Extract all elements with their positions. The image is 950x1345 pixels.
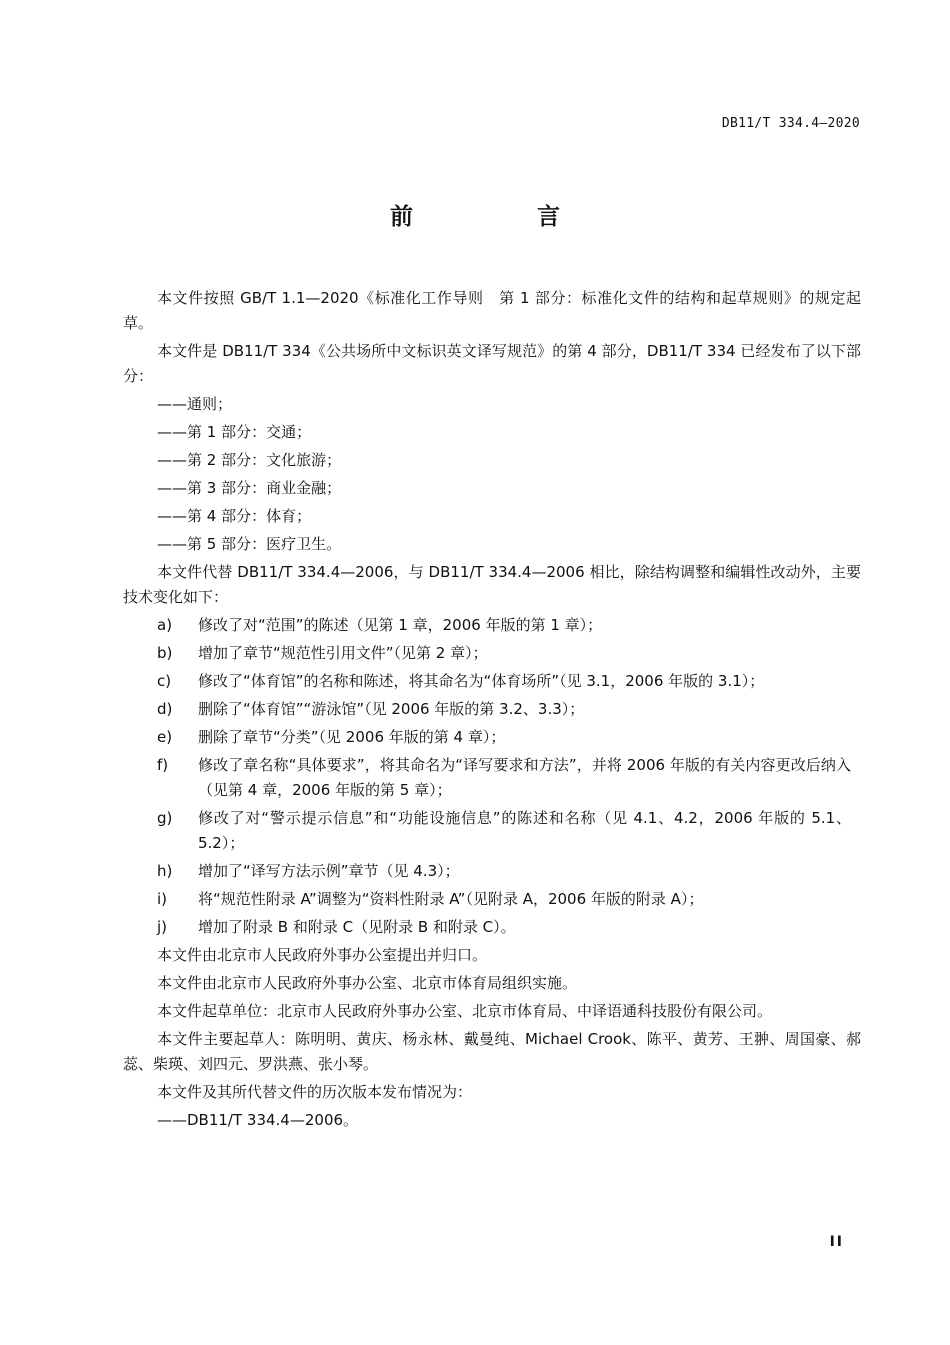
change-letter: j) <box>157 918 168 936</box>
change-text: 删除了章节“分类”（见 2006 年版的第 4 章）； <box>198 728 506 746</box>
closing-paragraph: 本文件由北京市人民政府外事办公室、北京市体育局组织实施。 <box>157 974 578 992</box>
change-letter: b) <box>157 644 173 662</box>
change-text: 增加了“译写方法示例”章节（见 4.3）； <box>198 862 460 880</box>
change-text: 修改了章名称“具体要求”，将其命名为“译写要求和方法”，并将 2006 年版的有关内容更改后纳入（见第 4 章，2006 年版的第 5 章）； <box>198 756 851 799</box>
change-text: 删除了“体育馆”“游泳馆”（见 2006 年版的第 3.2、3.3）； <box>198 700 585 718</box>
change-text: 修改了“体育馆”的名称和陈述，将其命名为“体育场所”（见 3.1，2006 年版的 3.1）； <box>198 672 765 690</box>
change-item <box>123 697 861 722</box>
changes-list <box>123 613 861 940</box>
closing-paragraph: 本文件及其所代替文件的历次版本发布情况为： <box>157 1083 473 1101</box>
change-item <box>123 806 861 856</box>
document-body <box>123 286 861 1136</box>
change-text: 修改了对“警示提示信息”和“功能设施信息”的陈述和名称（见 4.1、4.2，2006 年版的 5.1、5.2）； <box>198 809 851 852</box>
change-letter: g) <box>157 809 173 827</box>
change-item <box>123 887 861 912</box>
parts-list-item: ——第 3 部分：商业金融； <box>157 479 342 497</box>
intro-paragraph: 本文件是 DB11/T 334《公共场所中文标识英文译写规范》的第 4 部分，DB11/T 334 已经发布了以下部分： <box>123 342 861 385</box>
change-text: 修改了对“范围”的陈述（见第 1 章，2006 年版的第 1 章）； <box>198 616 603 634</box>
change-item <box>123 753 861 803</box>
closing-paragraph: 本文件起草单位：北京市人民政府外事办公室、北京市体育局、中译语通科技股份有限公司。 <box>157 1002 773 1020</box>
change-letter: d) <box>157 700 173 718</box>
parts-list-item: ——第 4 部分：体育； <box>157 507 312 525</box>
parts-list-item: ——通则； <box>157 395 233 413</box>
change-letter: h) <box>157 862 173 880</box>
change-letter: a) <box>157 616 173 634</box>
change-text: 增加了附录 B 和附录 C（见附录 B 和附录 C）。 <box>198 918 516 936</box>
change-item <box>123 725 861 750</box>
change-item <box>123 669 861 694</box>
change-letter: i) <box>157 890 168 908</box>
parts-list-item: ——第 1 部分：交通； <box>157 423 312 441</box>
change-item <box>123 613 861 638</box>
change-letter: e) <box>157 728 173 746</box>
closing-paragraph: 本文件由北京市人民政府外事办公室提出并归口。 <box>157 946 488 964</box>
history-list-item: ——DB11/T 334.4—2006。 <box>157 1111 359 1129</box>
change-letter: f) <box>157 756 169 774</box>
change-text: 增加了章节“规范性引用文件”（见第 2 章）； <box>198 644 488 662</box>
parts-list-item: ——第 2 部分：文化旅游； <box>157 451 342 469</box>
change-text: 将“规范性附录 A”调整为“资料性附录 A”（见附录 A，2006 年版的附录 A）； <box>198 890 704 908</box>
intro-paragraph: 本文件按照 GB/T 1.1—2020《标准化工作导则 第 1 部分：标准化文件的结构和起草规则》的规定起草。 <box>123 289 861 332</box>
replacement-paragraph: 本文件代替 DB11/T 334.4—2006，与 DB11/T 334.4—2006 相比，除结构调整和编辑性改动外，主要技术变化如下： <box>123 563 861 606</box>
change-item <box>123 641 861 666</box>
change-item <box>123 915 861 940</box>
page-title: 前 言 <box>389 204 618 230</box>
change-letter: c) <box>157 672 172 690</box>
parts-list-item: ——第 5 部分：医疗卫生。 <box>157 535 342 553</box>
closing-paragraph: 本文件主要起草人：陈明明、黄庆、杨永林、戴曼纯、Michael Crook、陈平、黄芳、王翀、周国豪、郝蕊、柴瑛、刘四元、罗洪燕、张小琴。 <box>123 1030 861 1073</box>
standard-code: DB11/T 334.4—2020 <box>721 116 860 131</box>
change-item <box>123 859 861 884</box>
page-number: II <box>829 1234 844 1250</box>
